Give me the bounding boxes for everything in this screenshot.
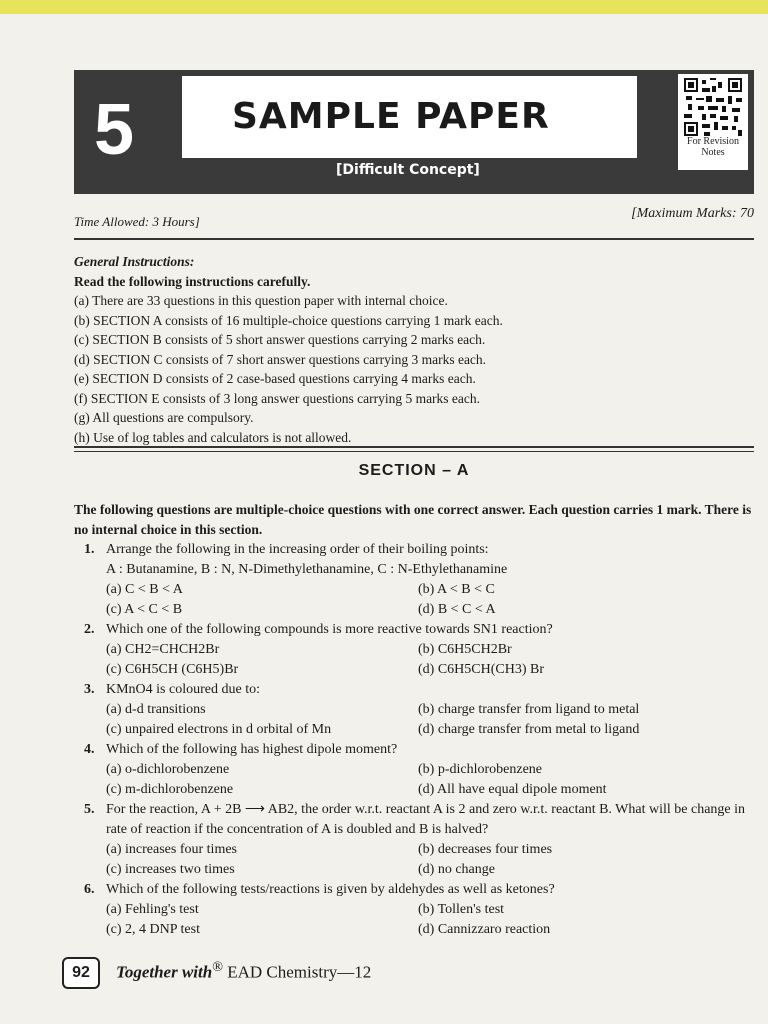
option-a: (a) Fehling's test (106, 902, 199, 917)
maximum-marks: [Maximum Marks: 70 (631, 206, 754, 221)
question-6 (84, 880, 754, 940)
question-number: 1. (84, 542, 95, 557)
page-number: 92 (62, 957, 100, 989)
option-b: (b) Tollen's test (418, 902, 505, 917)
instruction-item: (b) SECTION A consists of 16 multiple-choice questions carrying 1 mark each. (74, 312, 503, 328)
question-number: 6. (84, 882, 95, 897)
option-a: (a) d-d transitions (106, 702, 206, 717)
option-d: (d) no change (418, 862, 495, 877)
paper-number: 5 (94, 90, 135, 170)
option-d: (d) B < C < A (418, 602, 496, 617)
chapter-header (74, 70, 754, 194)
general-instructions (74, 252, 754, 447)
question-number: 3. (84, 682, 95, 697)
question-stem: For the reaction, A + 2B ⟶ AB2, the order w.r.t. reactant A is 2 and zero w.r.t. reactant B. What will be change in rate of reaction if the concentration of A is doubled and B is halved? (106, 802, 746, 837)
option-b: (b) A < B < C (418, 582, 495, 597)
instruction-item: (e) SECTION D consists of 2 case-based questions carrying 4 marks each. (74, 371, 476, 386)
question-stem: Which one of the following compounds is more reactive towards SN1 reaction? (106, 622, 553, 637)
option-d: (d) All have equal dipole moment (418, 782, 607, 797)
option-a: (a) C < B < A (106, 582, 183, 597)
instruction-item: (h) Use of log tables and calculators is not allowed. (74, 429, 352, 445)
option-d: (d) charge transfer from metal to ligand (418, 722, 640, 737)
question-number: 2. (84, 622, 95, 637)
option-c: (c) m-dichlorobenzene (106, 782, 234, 797)
option-c: (c) C6H5CH (C6H5)Br (106, 662, 239, 677)
divider-double-2 (74, 451, 754, 452)
qr-code-box[interactable] (678, 74, 748, 170)
instruction-item: (a) There are 33 questions in this question paper with internal choice. (74, 293, 448, 308)
option-d: (d) Cannizzaro reaction (418, 922, 551, 937)
question-number: 5. (84, 802, 95, 817)
option-a: (a) o-dichlorobenzene (106, 762, 230, 777)
page-top-edge (0, 0, 768, 14)
paper-subtitle: [Difficult Concept] (336, 162, 480, 178)
question-list (84, 540, 754, 940)
question-stem: KMnO4 is coloured due to: (106, 682, 260, 697)
divider-top (74, 238, 754, 240)
option-b: (b) p-dichlorobenzene (418, 762, 542, 777)
question-stem: Which of the following tests/reactions is given by aldehydes as well as ketones? (106, 882, 555, 897)
instruction-item: (d) SECTION C consists of 7 short answer questions carrying 3 marks each. (74, 351, 487, 367)
instruction-item: (c) SECTION B consists of 5 short answer questions carrying 2 marks each. (74, 332, 486, 347)
section-intro: The following questions are multiple-choice questions with one correct answer. Each question carries 1 mark. There is no internal choice in this section. (74, 502, 752, 537)
question-1 (84, 540, 754, 620)
option-c: (c) increases two times (106, 862, 235, 877)
brand-name: Together with (116, 962, 213, 982)
paper-title: SAMPLE PAPER (232, 96, 550, 137)
question-extra: A : Butanamine, B : N, N-Dimethylethanamine, C : N-Ethylethanamine (106, 562, 508, 577)
book-brand (116, 959, 371, 983)
title-box (182, 76, 637, 158)
option-c: (c) A < C < B (106, 602, 183, 617)
question-stem: Which of the following has highest dipole moment? (106, 742, 398, 757)
option-b: (b) decreases four times (418, 842, 553, 857)
time-marks-row (74, 206, 754, 236)
divider-double-1 (74, 446, 754, 448)
qr-label: For Revision Notes (687, 136, 739, 158)
book-title: EAD Chemistry—12 (222, 962, 372, 982)
question-3 (84, 680, 754, 740)
instruction-item: (f) SECTION E consists of 3 long answer questions carrying 5 marks each. (74, 390, 481, 406)
instructions-lead: Read the following instructions carefully. (74, 273, 311, 289)
section-title: SECTION – A (358, 462, 470, 479)
instructions-heading: General Instructions: (74, 254, 195, 269)
question-stem: Arrange the following in the increasing order of their boiling points: (106, 542, 489, 557)
time-allowed: Time Allowed: 3 Hours] (74, 214, 200, 229)
option-b: (b) C6H5CH2Br (418, 642, 512, 657)
registered-mark: ® (212, 959, 223, 975)
question-5 (84, 800, 754, 880)
option-c: (c) unpaired electrons in d orbital of Mn (106, 722, 332, 737)
question-number: 4. (84, 742, 95, 757)
option-a: (a) CH2=CHCH2Br (106, 642, 220, 657)
option-d: (d) C6H5CH(CH3) Br (418, 662, 544, 677)
question-4 (84, 740, 754, 800)
qr-code-icon (684, 78, 742, 136)
option-a: (a) increases four times (106, 842, 237, 857)
question-2 (84, 620, 754, 680)
option-b: (b) charge transfer from ligand to metal (418, 702, 640, 717)
option-c: (c) 2, 4 DNP test (106, 922, 200, 937)
instruction-item: (g) All questions are compulsory. (74, 410, 254, 425)
